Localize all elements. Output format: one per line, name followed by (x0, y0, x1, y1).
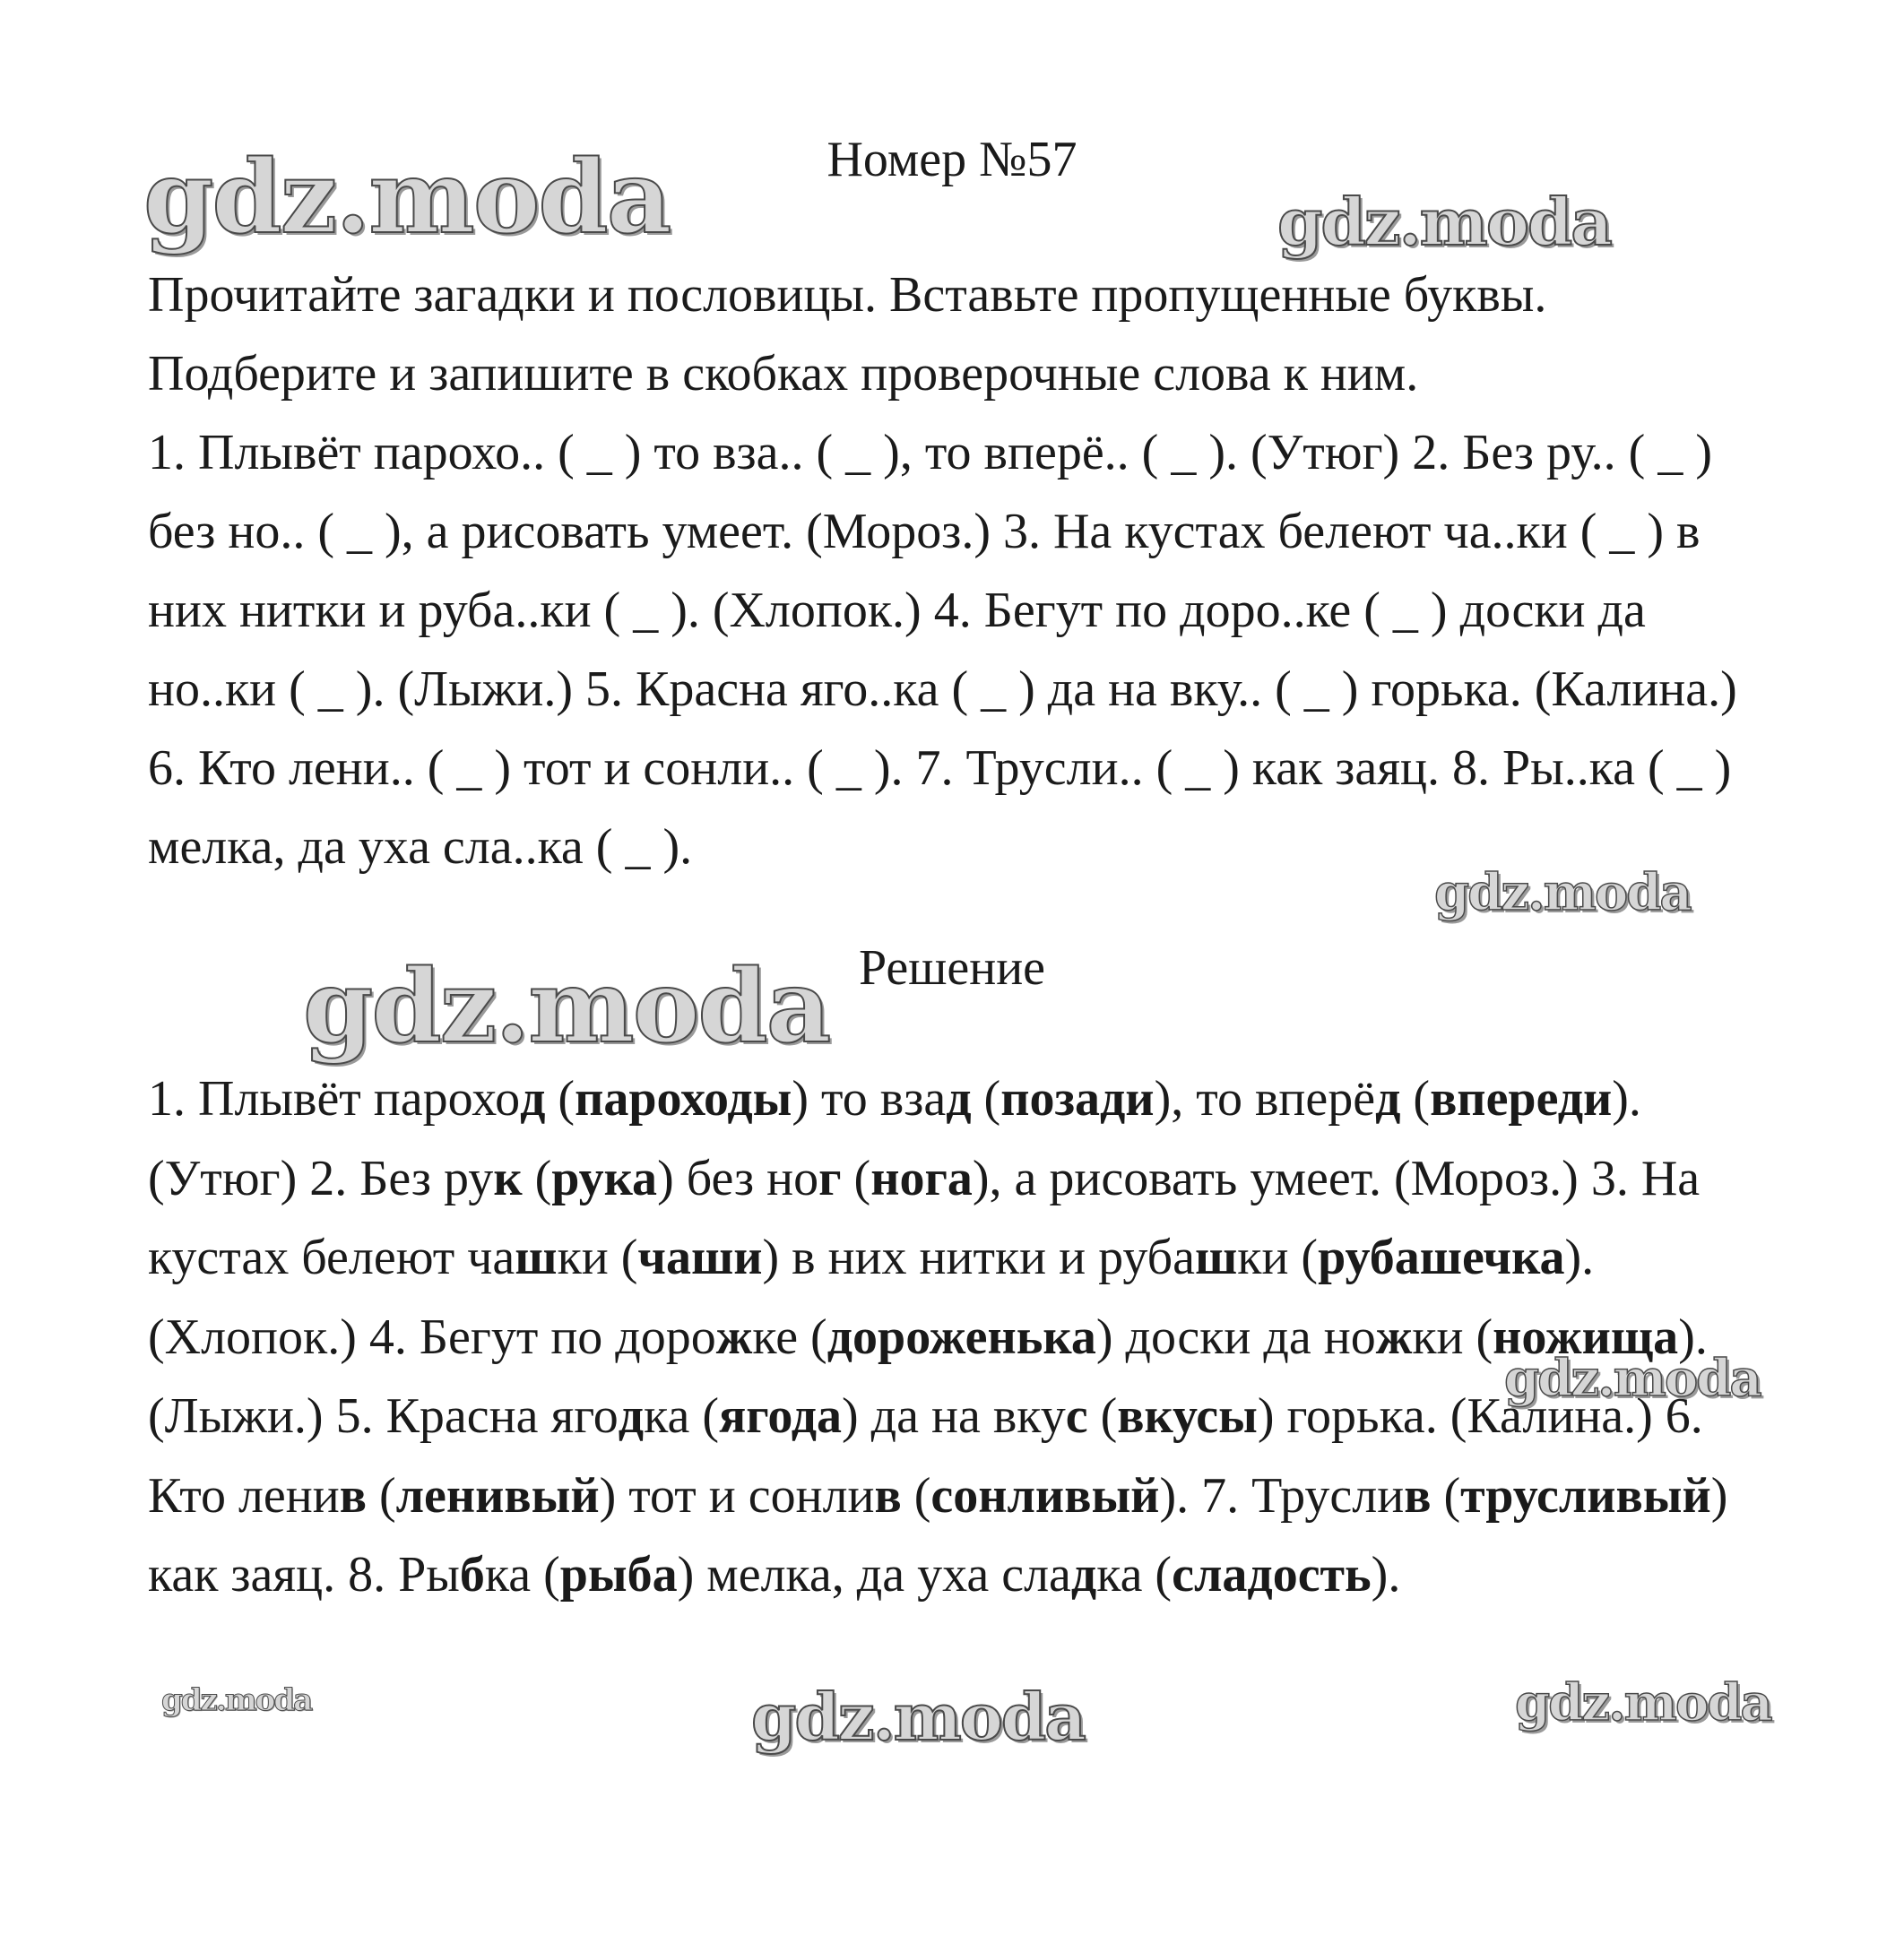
solution-text-segment: ). (Хлопок.) 4. Бегут по доро (148, 1230, 1595, 1365)
solution-text-segment: ка ( (484, 1547, 560, 1603)
solution-text-segment: ки ( (557, 1230, 638, 1285)
solution-body (148, 1059, 1761, 1615)
solution-text-segment: ) мелка, да уха сла (677, 1547, 1071, 1603)
solution-title: Решение (858, 940, 1046, 996)
solution-answer-bold: ленивый (395, 1467, 600, 1524)
solution-text-segment: ( (901, 1467, 931, 1524)
solution-answer-bold: в (1404, 1467, 1432, 1524)
watermark-logo: gdz.moda (751, 1679, 1085, 1755)
solution-text-segment: ), а рисовать умеет. (Мороз.) 3. На кустах белеют ча (148, 1150, 1701, 1285)
solution-text (148, 1059, 1761, 1615)
task-intro-line-2: Подберите и запишите в скобках проверочные слова к ним. (148, 346, 1419, 402)
watermark-logo: gdz.moda (161, 1682, 312, 1718)
solution-answer-bold: в (339, 1467, 367, 1524)
solution-answer-bold: сонливый (930, 1467, 1160, 1524)
solution-text-segment: ) да на вку (842, 1388, 1066, 1444)
watermark-logo: gdz.moda (1515, 1673, 1771, 1732)
solution-text-segment: ( (1400, 1071, 1431, 1127)
solution-answer-bold: д (1375, 1071, 1401, 1127)
solution-text-segment: ка ( (1096, 1547, 1173, 1603)
solution-answer-bold: д (618, 1388, 645, 1444)
watermark-logo: gdz.moda (1277, 184, 1611, 260)
solution-answer-bold: д (520, 1071, 546, 1127)
solution-answer-bold: вкусы (1117, 1388, 1258, 1444)
solution-text-segment: ( (545, 1071, 576, 1127)
solution-answer-bold: рука (551, 1150, 658, 1206)
solution-text-segment: ). (Лыжи.) 5. Красна яго (148, 1309, 1708, 1444)
watermark-logo: gdz.moda (303, 948, 830, 1066)
solution-answer-bold: нога (870, 1150, 973, 1206)
solution-text-segment: ка ( (644, 1388, 719, 1444)
solution-text-segment: ) тот и сонли (599, 1467, 875, 1524)
solution-text-segment: ) доски да но (1095, 1309, 1376, 1365)
solution-answer-bold: пароходы (575, 1071, 792, 1127)
solution-answer-bold: трусливый (1460, 1467, 1711, 1524)
solution-text-segment: ) горька. (Калина.) 6. Кто лени (148, 1388, 1703, 1524)
solution-answer-bold: б (459, 1547, 485, 1603)
solution-answer-bold: д (946, 1071, 972, 1127)
solution-answer-bold: ш (515, 1230, 558, 1285)
solution-text-segment: 1. Плывёт парохо (148, 1071, 521, 1127)
solution-text-segment: ) как заяц. 8. Ры (148, 1467, 1728, 1603)
solution-text-segment: ). 7. Трусли (1159, 1467, 1405, 1524)
solution-answer-bold: в (874, 1467, 902, 1524)
solution-text-segment: ). (Утюг) 2. Без ру (148, 1071, 1641, 1206)
solution-text-segment: ( (1431, 1467, 1461, 1524)
solution-text-segment: ки ( (1237, 1230, 1319, 1285)
solution-answer-bold: впереди (1430, 1071, 1613, 1127)
solution-answer-bold: ш (1194, 1230, 1238, 1285)
solution-text-segment: ). (1371, 1547, 1401, 1603)
solution-answer-bold: позади (1000, 1071, 1155, 1127)
solution-text-segment: ) в них нитки и руба (762, 1230, 1195, 1285)
task-body: 1. Плывёт парохо.. ( _ ) то вза.. ( _ ), то вперё.. ( _ ). (Утюг) 2. Без ру.. ( _ ) без но.. ( _ ), а рисовать умеет. (Мороз.) 3. На кустах белеют ча..ки ( _ ) в них нитки и руба..ки ( _ ). (Хлопок.) 4. Бегут по доро..ке ( _ ) доски да но..ки ( _ ). (Лыжи.) 5. Красна яго..ка ( _ ) да на вку.. ( _ ) горька. (Калина.) 6. Кто лени.. ( _ ) тот и сонли.. ( _ ). 7. Трусли.. ( _ ) как заяц. 8. Ры..ка ( _ ) мелка, да уха сла..ка ( _ ). (148, 425, 1737, 875)
solution-text-segment: ) без но (657, 1150, 819, 1206)
watermark-logo: gdz.moda (1434, 863, 1691, 922)
task-text (148, 255, 1761, 886)
solution-answer-bold: дороженька (827, 1309, 1096, 1365)
solution-answer-bold: чаши (637, 1230, 763, 1285)
solution-text-segment: ( (522, 1150, 552, 1206)
solution-text-segment: ( (366, 1467, 396, 1524)
solution-text-segment: ), то вперё (1154, 1071, 1376, 1127)
task-title: Номер №57 (827, 132, 1077, 187)
solution-answer-bold: к (493, 1150, 523, 1206)
solution-answer-bold: ж (715, 1309, 753, 1365)
solution-text-segment: ( (971, 1071, 1001, 1127)
solution-answer-bold: ягода (718, 1388, 843, 1444)
solution-answer-bold: рубашечка (1318, 1230, 1565, 1285)
watermark-logo: gdz.moda (143, 139, 671, 256)
solution-answer-bold: ножища (1493, 1309, 1679, 1365)
solution-text-segment: ( (841, 1150, 871, 1206)
solution-answer-bold: ж (1375, 1309, 1413, 1365)
solution-answer-bold: рыба (559, 1547, 678, 1603)
solution-answer-bold: д (1070, 1547, 1097, 1603)
task-intro-line-1: Прочитайте загадки и пословицы. Вставьте пропущенные буквы. (148, 267, 1547, 323)
solution-text-segment: ( (1087, 1388, 1118, 1444)
solution-text-segment: ) то вза (792, 1071, 947, 1127)
solution-answer-bold: с (1065, 1388, 1088, 1444)
solution-answer-bold: сладость (1172, 1547, 1372, 1603)
solution-text-segment: ки ( (1412, 1309, 1493, 1365)
watermark-logo: gdz.moda (1504, 1349, 1761, 1408)
solution-text-segment: ке ( (752, 1309, 827, 1365)
solution-answer-bold: г (818, 1150, 842, 1206)
